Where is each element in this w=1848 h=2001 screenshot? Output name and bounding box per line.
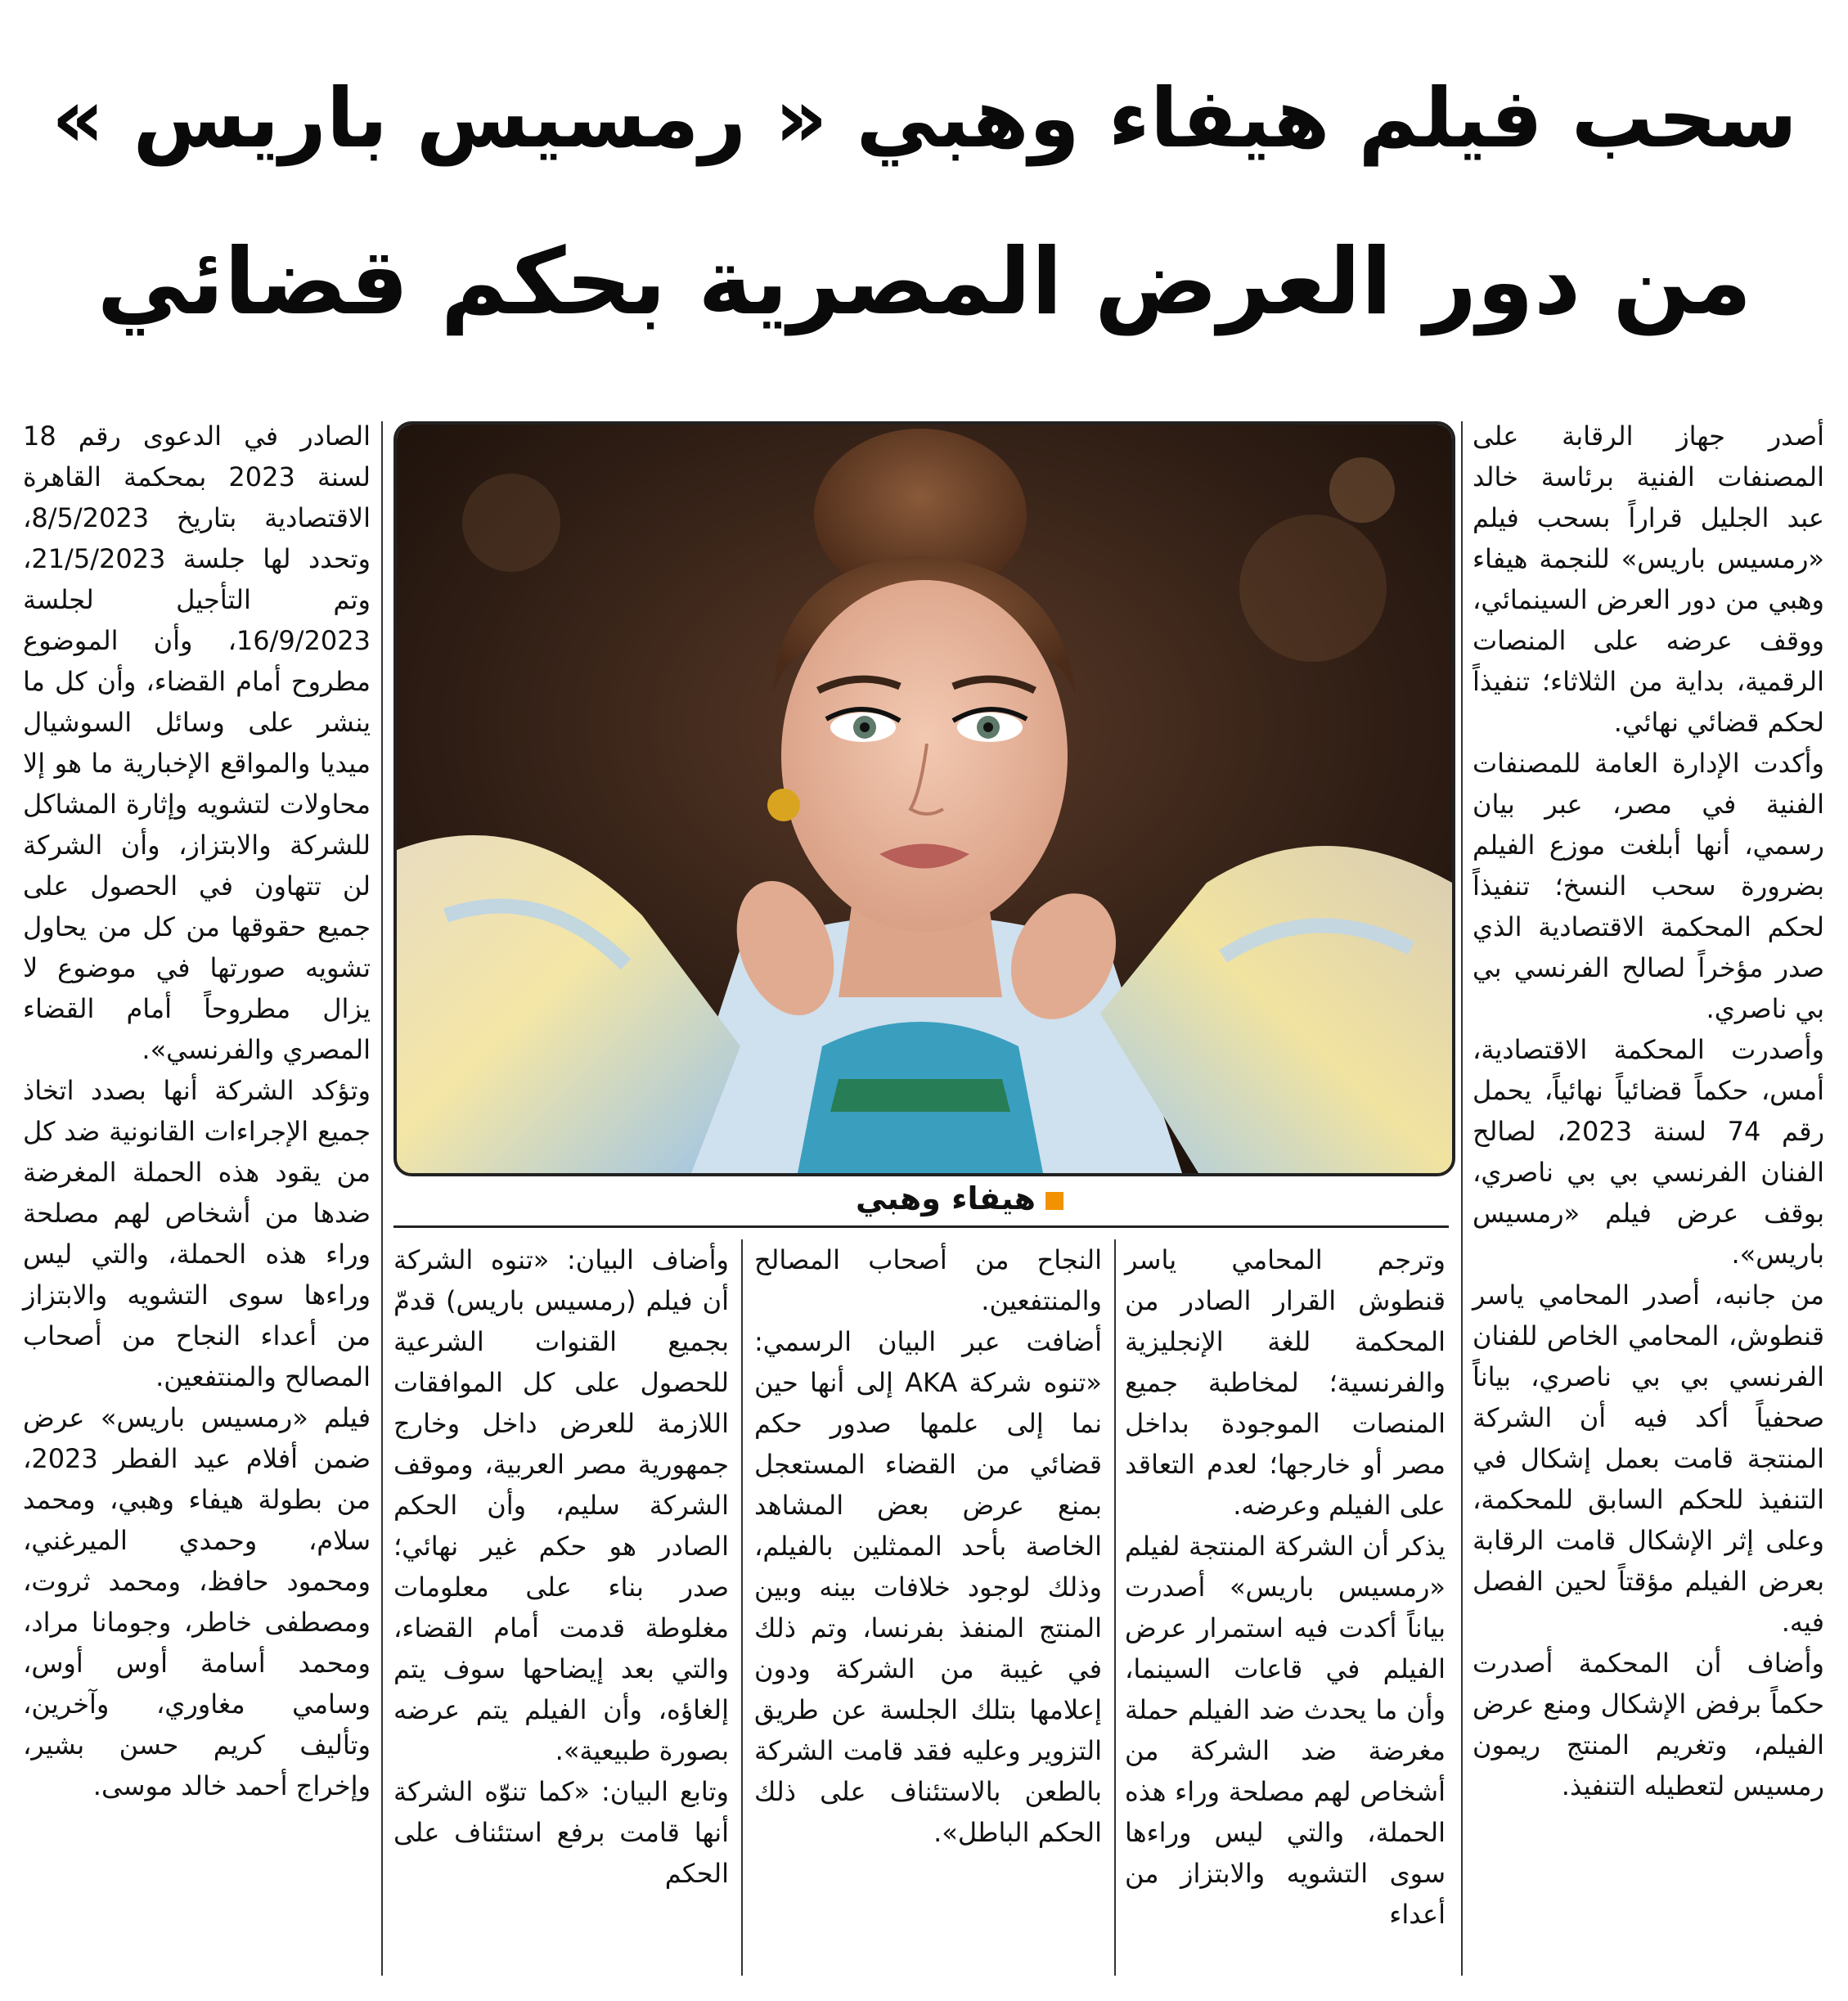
paragraph: أصدر جهاز الرقابة على المصنفات الفنية برئاسة خالد عبد الجليل قراراً بسحب فيلم «رمسيس باريس» للنجمة هيفاء وهبي من دور العرض السينمائي، ووقف عرضه على المنصات الرقمية، بداية من الثلاثاء؛ تنفيذاً لحكم قضائي نهائي. [1473,420,1824,738]
article-column-bottom-3 [393,1239,729,1976]
article-column-right [1473,416,1824,1970]
paragraph: النجاح من أصحاب المصالح والمنتفعين. [754,1244,1102,1316]
photo-caption [802,1178,1063,1219]
article-column-bottom-1 [1125,1239,1446,1976]
caption-text: هيفاء وهبي [855,1180,1036,1216]
paragraph: وأضاف أن المحكمة أصدرت حكماً برفض الإشكال ومنع عرض الفيلم، وتغريم المنتج ريمون رمسيس لتعطيله التنفيذ. [1473,1648,1824,1801]
article-photo [393,421,1455,1176]
paragraph: الصادر في الدعوى رقم 18 لسنة 2023 بمحكمة القاهرة الاقتصادية بتاريخ 8/5/2023، وتحدد لها جلسة 21/5/2023، وتم التأجيل لجلسة 16/9/2023، وأن الموضوع مطروح أمام القضاء، وأن كل ما ينشر على وسائل السوشيال ميديا والمواقع الإخبارية ما هو إلا محاولات لتشويه وإثارة المشاكل للشركة والابتزاز، وأن الشركة لن تتهاون في الحصول على جميع حقوقها من كل من يحاول تشويه صورتها في موضوع لا يزال مطروحاً أمام القضاء المصري والفرنسي». [23,420,371,1065]
paragraph: وتؤكد الشركة أنها بصدد اتخاذ جميع الإجراءات القانونية ضد كل من يقود هذه الحملة المغرضة ضدها من أشخاص لهم مصلحة وراء هذه الحملة، والتي ليس وراءها سوى التشويه والابتزاز من أعداء النجاح من أصحاب المصالح والمنتفعين. [23,1075,371,1392]
paragraph: وترجم المحامي ياسر قنطوش القرار الصادر من المحكمة للغة الإنجليزية والفرنسية؛ لمخاطبة جميع المنصات الموجودة بداخل مصر أو خارجها؛ لعدم التعاقد على الفيلم وعرضه. [1125,1244,1446,1521]
paragraph: وأكدت الإدارة العامة للمصنفات الفنية في مصر، عبر بيان رسمي، أنها أبلغت موزع الفيلم بضرورة سحب النسخ؛ تنفيذاً لحكم المحكمة الاقتصادية الذي صدر مؤخراً لصالح الفرنسي بي بي ناصري. [1473,748,1824,1024]
caption-rule [393,1225,1449,1228]
article-column-bottom-2 [754,1239,1102,1976]
headline-line-1: سحب فيلم هيفاء وهبي « رمسيس باريس » [52,70,1797,166]
paragraph: وأصدرت المحكمة الاقتصادية، أمس، حكماً قضائياً نهائياً، يحمل رقم 74 لسنة 2023، لصالح الفنان الفرنسي بي بي ناصري، بوقف عرض فيلم «رمسيس باريس». [1473,1034,1825,1270]
paragraph: أضافت عبر البيان الرسمي: «تنوه شركة AKA إلى أنها حين نما إلى علمها صدور حكم قضائي من القضاء المستعجل بمنع عرض بعض المشاهد الخاصة بأحد الممثلين بالفيلم، وذلك لوجود خلافات بينه وبين المنتج المنفذ بفرنسا، وتم ذلك في غيبة من الشركة ودون إعلامها بتلك الجلسة عن طريق التزوير وعليه فقد قامت الشركة بالطعن بالاستئناف على ذلك الحكم الباطل». [754,1326,1102,1848]
headline-line-2: من دور العرض المصرية بحكم قضائي [97,229,1752,335]
paragraph: وتابع البيان: «كما تنوّه الشركة أنها قامت برفع استئناف على الحكم [393,1776,729,1889]
paragraph: يذكر أن الشركة المنتجة لفيلم «رمسيس باريس» أصدرت بياناً أكدت فيه استمرار عرض الفيلم في قاعات السينما، وأن ما يحدث ضد الفيلم حملة مغرضة ضد الشركة من أشخاص لهم مصلحة وراء هذه الحملة، والتي ليس وراءها سوى التشويه والابتزاز من أعداء [1125,1531,1446,1930]
column-divider [741,1239,743,1976]
column-divider [381,421,383,1976]
paragraph: من جانبه، أصدر المحامي ياسر قنطوش، المحامي الخاص للفنان الفرنسي بي بي ناصري، بياناً صحفياً أكد فيه أن الشركة المنتجة قامت بعمل إشكال في التنفيذ للحكم السابق للمحكمة، وعلى إثر الإشكال قامت الرقابة بعرض الفيلم مؤقتاً لحين الفصل فيه. [1473,1279,1824,1638]
paragraph: وأضاف البيان: «تنوه الشركة أن فيلم (رمسيس باريس) قدمّ بجميع القنوات الشرعية للحصول على كل الموافقات اللازمة للعرض داخل وخارج جمهورية مصر العربية، وموقف الشركة سليم، وأن الحكم الصادر هو حكم غير نهائي؛ صدر بناء على معلومات مغلوطة قدمت أمام القضاء، والتي بعد إيضاحها سوف يتم إلغاؤه، وأن الفيلم يتم عرضه بصورة طبيعية». [393,1244,729,1766]
paragraph: فيلم «رمسيس باريس» عرض ضمن أفلام عيد الفطر 2023، من بطولة هيفاء وهبي، ومحمد سلام، وحمدي الميرغني، ومحمود حافظ، ومحمد ثروت، ومصطفى خاطر، وجومانا مراد، ومحمد أسامة أوس أوس، وسامي مغاوري، وآخرين، وتأليف كريم حسن بشير، وإخراج أحمد خالد موسى. [23,1402,371,1801]
column-divider [1461,421,1463,1976]
portrait-illustration [397,425,1452,1173]
column-divider [1114,1239,1116,1976]
article-column-left [23,416,371,1970]
caption-marker-icon [1045,1192,1063,1210]
